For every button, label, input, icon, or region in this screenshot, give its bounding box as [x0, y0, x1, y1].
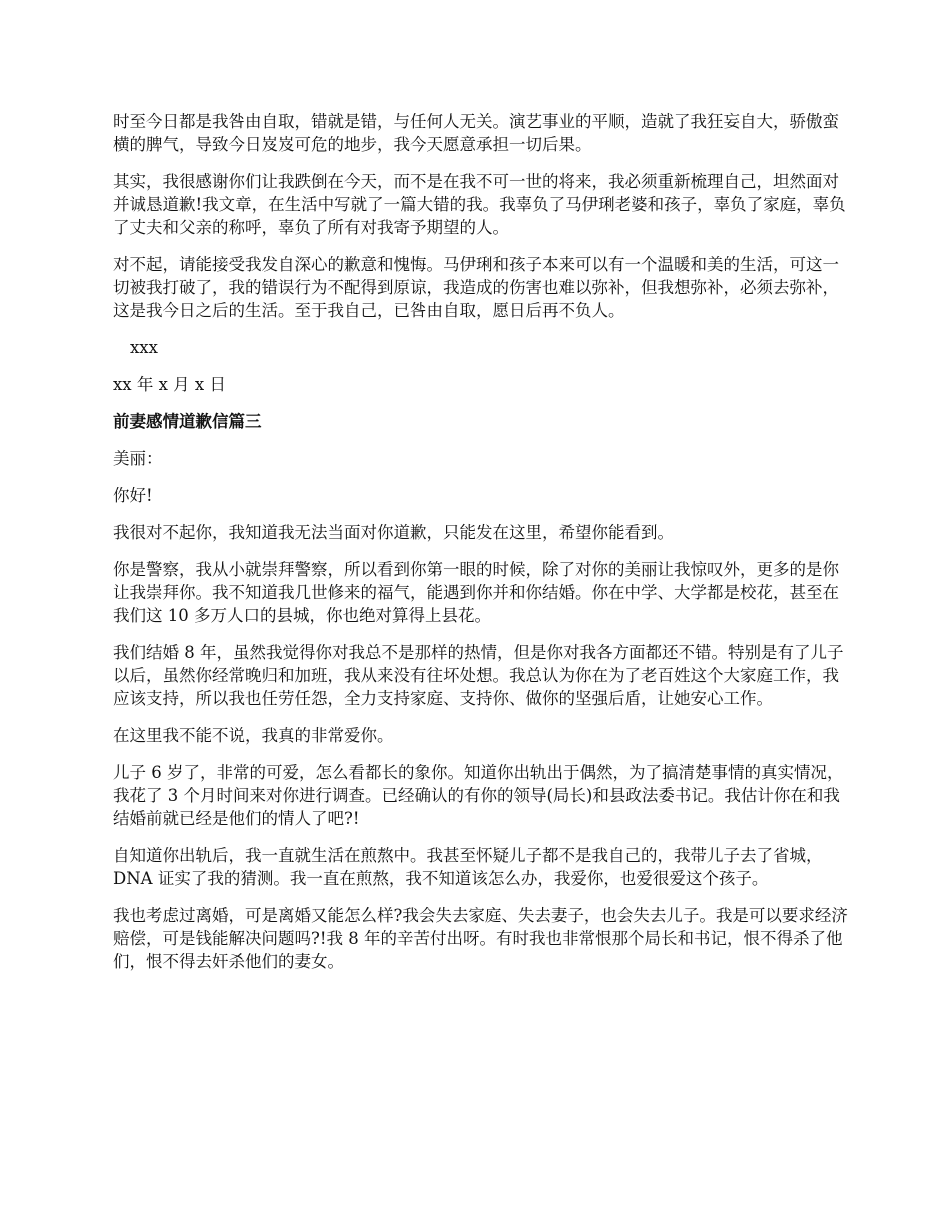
paragraph: 我也考虑过离婚，可是离婚又能怎么样?我会失去家庭、失去妻子，也会失去儿子。我是可以要求经济赔偿，可是钱能解决问题吗?!我 8 年的辛苦付出呀。有时我也非常恨那个局长和书记，恨不得杀了他们，恨不得去奸杀他们的妻女。: [113, 906, 848, 971]
paragraph: 我很对不起你，我知道我无法当面对你道歉，只能发在这里，希望你能看到。: [113, 523, 674, 542]
paragraph: 时至今日都是我咎由自取，错就是错，与任何人无关。演艺事业的平顺，造就了我狂妄自大，骄傲蛮横的脾气，导致今日岌岌可危的地步，我今天愿意承担一切后果。: [113, 112, 839, 154]
paragraph: 我们结婚 8 年，虽然我觉得你对我总不是那样的热情，但是你对我各方面都还不错。特别是有了儿子以后，虽然你经常晚归和加班，我从来没有往坏处想。我总认为你在为了老百姓这个大家庭工作，我应该支持，所以我也任劳任怨，全力支持家庭、支持你、做你的坚强后盾，让她安心工作。: [113, 643, 844, 708]
paragraph: 其实，我很感谢你们让我跌倒在今天，而不是在我不可一世的将来，我必须重新梳理自己，坦然面对并诚恳道歉!我文章，在生活中写就了一篇大错的我。我辜负了马伊琍老婆和孩子，辜负了家庭，辜负了丈夫和父亲的称呼，辜负了所有对我寄予期望的人。: [113, 172, 846, 237]
document-page: [113, 110, 848, 987]
paragraph: 在这里我不能不说，我真的非常爱你。: [113, 726, 394, 745]
paragraph: 你是警察，我从小就崇拜警察，所以看到你第一眼的时候，除了对你的美丽让我惊叹外，更多的是你让我崇拜你。我不知道我几世修来的福气，能遇到你并和你结婚。你在中学、大学都是校花，甚至在我们这 10 多万人口的县城，你也绝对算得上县花。: [113, 560, 839, 625]
section-title: 前妻感情道歉信篇三: [113, 412, 262, 431]
paragraph: 儿子 6 岁了，非常的可爱，怎么看都长的象你。知道你出轨出于偶然，为了搞清楚事情的真实情况，我花了 3 个月时间来对你进行调查。已经确认的有你的领导(局长)和县政法委书记。我估计你在和我结婚前就已经是他们的情人了吧?!: [113, 763, 844, 828]
paragraph: 对不起，请能接受我发自深心的歉意和愧悔。马伊琍和孩子本来可以有一个温暖和美的生活，可这一切被我打破了，我的错误行为不配得到原谅，我造成的伤害也难以弥补，但我想弥补，必须去弥补，这是我今日之后的生活。至于我自己，已咎由自取，愿日后再不负人。: [113, 255, 839, 320]
paragraph: 自知道你出轨后，我一直就生活在煎熬中。我甚至怀疑儿子都不是我自己的，我带儿子去了省城，DNA 证实了我的猜测。我一直在煎熬，我不知道该怎么办，我爱你，也爱很爱这个孩子。: [113, 846, 823, 888]
salutation: 美丽：: [113, 449, 163, 468]
date-line: xx 年 x 月 x 日: [113, 375, 226, 394]
greeting: 你好!: [113, 486, 153, 505]
signature: xxx: [130, 338, 158, 357]
